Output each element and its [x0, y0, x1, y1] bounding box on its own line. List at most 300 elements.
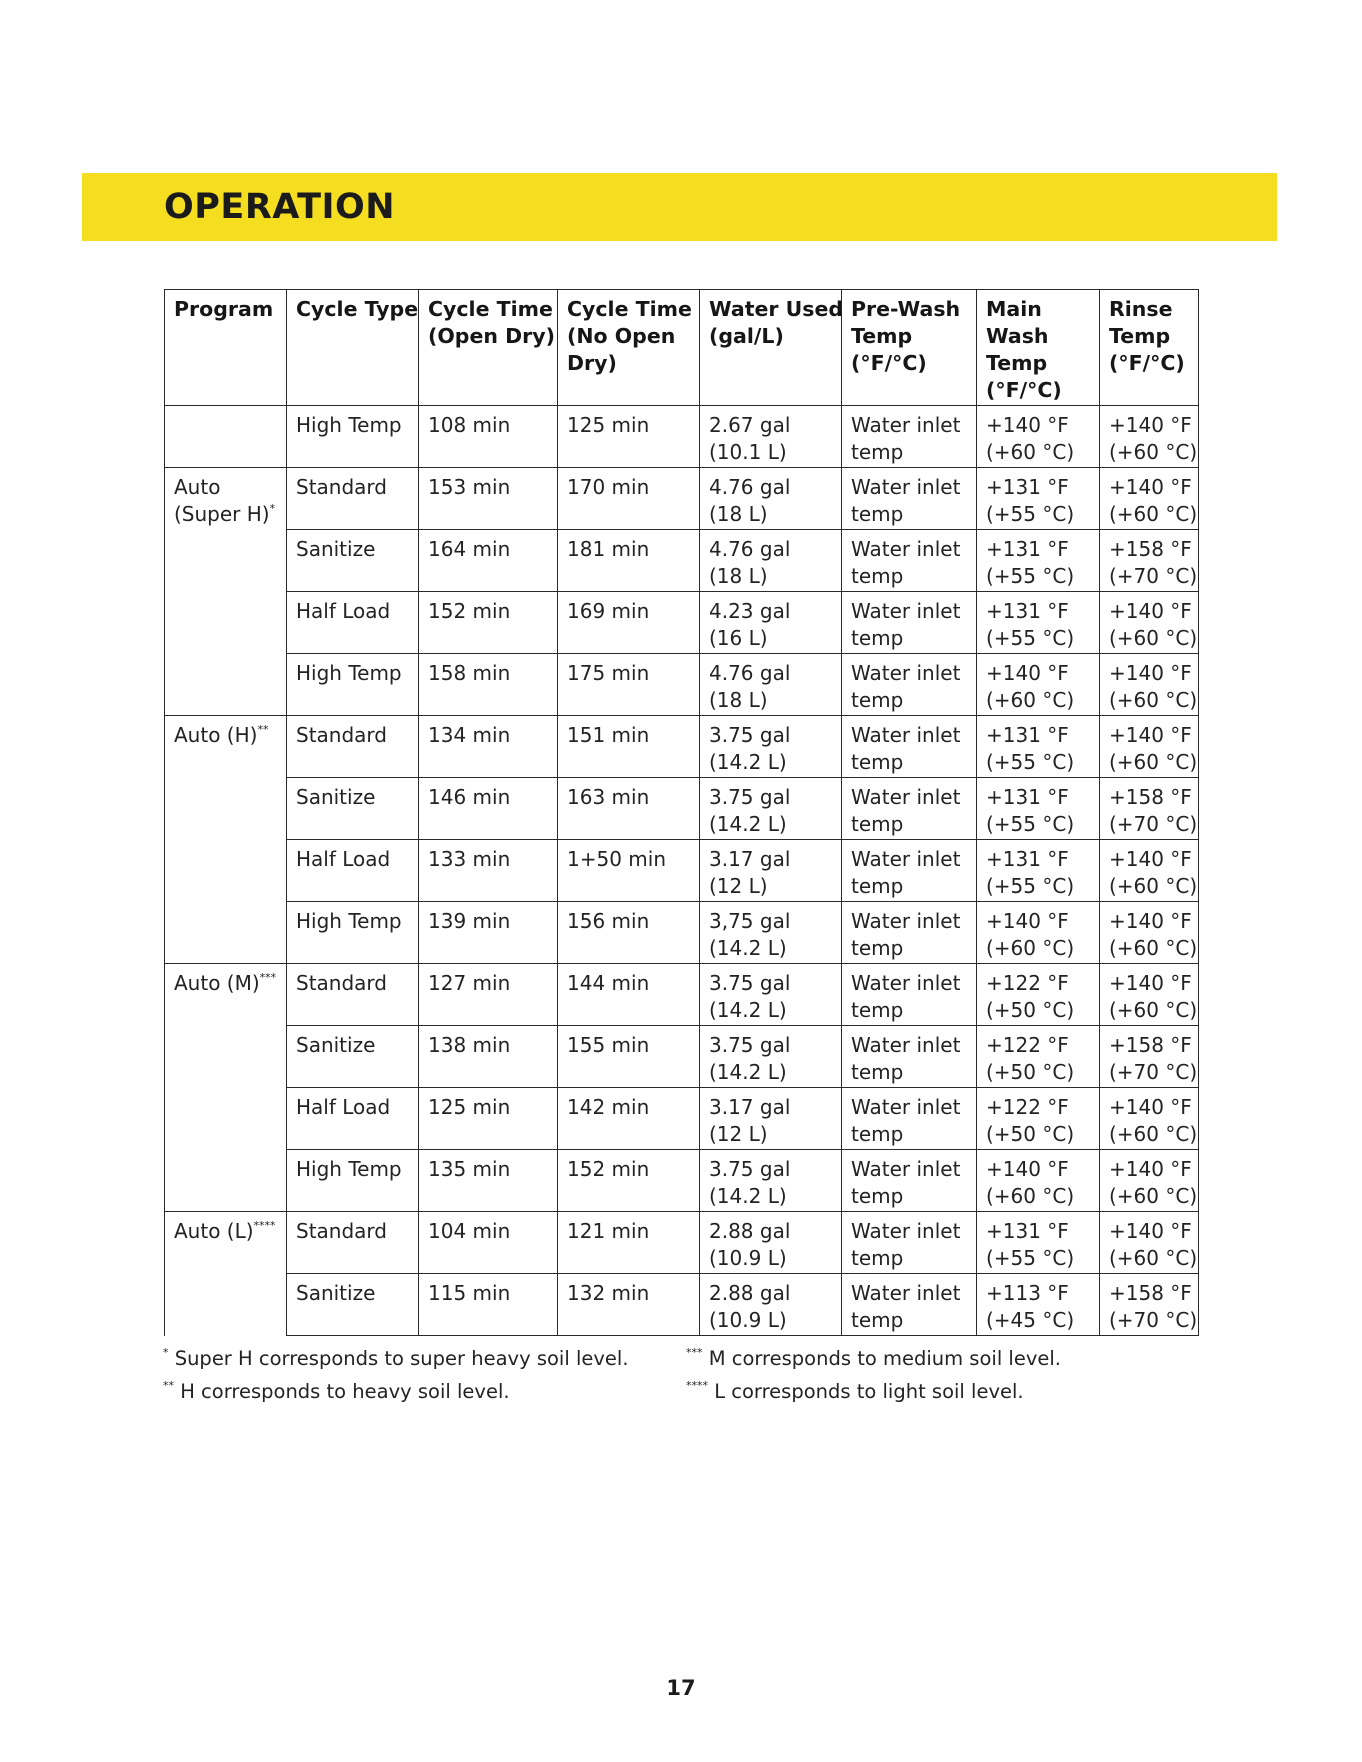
main-wash-temp-cell	[977, 1274, 1100, 1336]
cell-text: 169 min	[567, 599, 650, 623]
table-row	[165, 778, 1199, 840]
cell-text: +140 °F	[1109, 475, 1192, 499]
cycle-time-open-dry-cell	[419, 1088, 558, 1150]
cycle-time-no-open-dry-cell	[558, 840, 700, 902]
column-header-line: (Open Dry)	[428, 324, 555, 348]
column-header-line: (°F/°C)	[986, 378, 1062, 402]
cell-text: (14.2 L)	[709, 750, 787, 774]
footnote-mark: *	[163, 1346, 169, 1359]
cycle-time-open-dry-cell	[419, 1150, 558, 1212]
cell-text: (+55 °C)	[986, 626, 1075, 650]
water-used-cell	[700, 592, 842, 654]
cell-text: 125 min	[567, 413, 650, 437]
program-cell	[165, 406, 287, 468]
cell-text: (+60 °C)	[986, 936, 1075, 960]
cell-text: (+70 °C)	[1109, 812, 1198, 836]
column-header-line: Water Used	[709, 297, 844, 321]
rinse-temp-cell	[1100, 1088, 1199, 1150]
cell-text: +131 °F	[986, 475, 1069, 499]
cell-text: 4.76 gal	[709, 475, 791, 499]
cell-text: 4.23 gal	[709, 599, 791, 623]
cell-text: Water inlet	[851, 723, 961, 747]
cell-text: temp	[851, 1060, 904, 1084]
cell-text: temp	[851, 998, 904, 1022]
cycle-type-cell	[287, 1026, 419, 1088]
program-cell	[165, 1212, 287, 1336]
cell-text: (+70 °C)	[1109, 564, 1198, 588]
pre-wash-temp-cell	[842, 530, 977, 592]
main-wash-temp-cell	[977, 406, 1100, 468]
water-used-cell	[700, 716, 842, 778]
cycle-time-open-dry-cell	[419, 964, 558, 1026]
column-header-line: Temp	[986, 351, 1048, 375]
pre-wash-temp-cell	[842, 654, 977, 716]
main-wash-temp-cell	[977, 654, 1100, 716]
column-header-cycle-time-open-dry	[419, 290, 558, 406]
cell-text: 144 min	[567, 971, 650, 995]
cycle-time-no-open-dry-cell	[558, 964, 700, 1026]
cycle-time-no-open-dry-cell	[558, 902, 700, 964]
cell-text: (+50 °C)	[986, 1122, 1075, 1146]
cell-text: 153 min	[428, 475, 511, 499]
water-used-cell	[700, 778, 842, 840]
footnote	[686, 1342, 1061, 1375]
main-wash-temp-cell	[977, 964, 1100, 1026]
cycle-time-open-dry-cell	[419, 654, 558, 716]
column-header-line: (°F/°C)	[851, 351, 927, 375]
cell-text: +131 °F	[986, 599, 1069, 623]
rinse-temp-cell	[1100, 778, 1199, 840]
column-header-line: Program	[174, 297, 274, 321]
water-used-cell	[700, 840, 842, 902]
footnote-text: L corresponds to light soil level.	[708, 1380, 1024, 1403]
cell-text: temp	[851, 1308, 904, 1332]
water-used-cell	[700, 1088, 842, 1150]
rinse-temp-cell	[1100, 406, 1199, 468]
water-used-cell	[700, 1274, 842, 1336]
cell-text: temp	[851, 564, 904, 588]
rinse-temp-cell	[1100, 1150, 1199, 1212]
footnote-mark: ***	[686, 1346, 703, 1359]
cell-text: (+60 °C)	[1109, 502, 1198, 526]
cell-text: temp	[851, 688, 904, 712]
cell-text: +131 °F	[986, 785, 1069, 809]
column-header-line: Wash	[986, 324, 1049, 348]
column-header-line: (°F/°C)	[1109, 351, 1185, 375]
main-wash-temp-cell	[977, 902, 1100, 964]
cycle-type-cell	[287, 592, 419, 654]
footnote-mark: ****	[253, 1219, 276, 1232]
cell-text: (+60 °C)	[1109, 688, 1198, 712]
pre-wash-temp-cell	[842, 1088, 977, 1150]
water-used-cell	[700, 654, 842, 716]
pre-wash-temp-cell	[842, 468, 977, 530]
cycle-time-no-open-dry-cell	[558, 1150, 700, 1212]
cell-text: High Temp	[296, 1157, 402, 1181]
column-header-line: Dry)	[567, 351, 617, 375]
cycle-time-no-open-dry-cell	[558, 1212, 700, 1274]
main-wash-temp-cell	[977, 840, 1100, 902]
cell-text: 158 min	[428, 661, 511, 685]
cell-text: 127 min	[428, 971, 511, 995]
cell-text: 2.88 gal	[709, 1281, 791, 1305]
cycle-time-open-dry-cell	[419, 840, 558, 902]
cell-text: (18 L)	[709, 564, 768, 588]
footnote-text: H corresponds to heavy soil level.	[174, 1380, 510, 1403]
program-name: Auto (L)****	[174, 1219, 276, 1243]
pre-wash-temp-cell	[842, 592, 977, 654]
table-row	[165, 1274, 1199, 1336]
cell-text: (14.2 L)	[709, 812, 787, 836]
table-row	[165, 716, 1199, 778]
cycle-time-open-dry-cell	[419, 1026, 558, 1088]
cell-text: +158 °F	[1109, 1281, 1192, 1305]
cell-text: (10.9 L)	[709, 1246, 787, 1270]
cell-text: (+50 °C)	[986, 998, 1075, 1022]
cycle-type-cell	[287, 1150, 419, 1212]
cell-text: (16 L)	[709, 626, 768, 650]
cell-text: (+60 °C)	[1109, 936, 1198, 960]
column-header-main-wash-temp	[977, 290, 1100, 406]
cycle-time-open-dry-cell	[419, 1212, 558, 1274]
footnote-mark: ***	[259, 971, 277, 984]
footnote-mark: ****	[686, 1379, 708, 1392]
cell-text: temp	[851, 1122, 904, 1146]
cell-text: Water inlet	[851, 971, 961, 995]
cycle-time-no-open-dry-cell	[558, 1274, 700, 1336]
cell-text: (+60 °C)	[1109, 1122, 1198, 1146]
cell-text: +131 °F	[986, 847, 1069, 871]
main-wash-temp-cell	[977, 1026, 1100, 1088]
cell-text: (+60 °C)	[1109, 440, 1198, 464]
cell-text: Standard	[296, 475, 387, 499]
cell-text: +131 °F	[986, 723, 1069, 747]
cycle-type-cell	[287, 840, 419, 902]
cell-text: 133 min	[428, 847, 511, 871]
water-used-cell	[700, 468, 842, 530]
cell-text: High Temp	[296, 909, 402, 933]
cycle-time-open-dry-cell	[419, 902, 558, 964]
cell-text: +140 °F	[1109, 413, 1192, 437]
column-header-line: (No Open	[567, 324, 676, 348]
cell-text: 163 min	[567, 785, 650, 809]
cell-text: 151 min	[567, 723, 650, 747]
cell-text: (+45 °C)	[986, 1308, 1075, 1332]
cell-text: (+55 °C)	[986, 874, 1075, 898]
cell-text: 3.75 gal	[709, 723, 791, 747]
cell-text: (+60 °C)	[1109, 626, 1198, 650]
cycle-time-open-dry-cell	[419, 716, 558, 778]
cell-text: 125 min	[428, 1095, 511, 1119]
cell-text: (+60 °C)	[986, 688, 1075, 712]
cell-text: +140 °F	[1109, 1157, 1192, 1181]
cell-text: Water inlet	[851, 537, 961, 561]
footnote-text: Super H corresponds to super heavy soil level.	[168, 1347, 629, 1370]
rinse-temp-cell	[1100, 716, 1199, 778]
table-row	[165, 902, 1199, 964]
cell-text: +140 °F	[1109, 847, 1192, 871]
cell-text: +140 °F	[1109, 661, 1192, 685]
cell-text: 2.67 gal	[709, 413, 791, 437]
cell-text: Sanitize	[296, 785, 376, 809]
cell-text: 4.76 gal	[709, 661, 791, 685]
cell-text: +158 °F	[1109, 785, 1192, 809]
rinse-temp-cell	[1100, 964, 1199, 1026]
column-header-line: Cycle Time	[428, 297, 553, 321]
rinse-temp-cell	[1100, 1212, 1199, 1274]
column-header-line: Temp	[1109, 324, 1171, 348]
pre-wash-temp-cell	[842, 840, 977, 902]
footnote-mark: **	[163, 1379, 174, 1392]
water-used-cell	[700, 406, 842, 468]
column-header-line: Temp	[851, 324, 913, 348]
cell-text: temp	[851, 750, 904, 774]
cell-text: Sanitize	[296, 1033, 376, 1057]
cell-text: (+60 °C)	[1109, 874, 1198, 898]
cell-text: (10.9 L)	[709, 1308, 787, 1332]
cell-text: 152 min	[428, 599, 511, 623]
section-title: OPERATION	[164, 187, 396, 227]
column-header-cycle-type	[287, 290, 419, 406]
cell-text: Half Load	[296, 1095, 391, 1119]
cell-text: Half Load	[296, 847, 391, 871]
cell-text: 175 min	[567, 661, 650, 685]
cell-text: High Temp	[296, 413, 402, 437]
rinse-temp-cell	[1100, 1026, 1199, 1088]
cell-text: +122 °F	[986, 1095, 1069, 1119]
table-row	[165, 1088, 1199, 1150]
cell-text: 135 min	[428, 1157, 511, 1181]
footnotes-left	[163, 1342, 629, 1408]
main-wash-temp-cell	[977, 1212, 1100, 1274]
cycle-type-cell	[287, 902, 419, 964]
water-used-cell	[700, 902, 842, 964]
cell-text: temp	[851, 812, 904, 836]
cell-text: 3.75 gal	[709, 1157, 791, 1181]
cell-text: 181 min	[567, 537, 650, 561]
cell-text: Half Load	[296, 599, 391, 623]
cell-text: Water inlet	[851, 475, 961, 499]
cycle-time-no-open-dry-cell	[558, 654, 700, 716]
cell-text: Standard	[296, 723, 387, 747]
cell-text: 142 min	[567, 1095, 650, 1119]
section-banner	[82, 173, 1277, 241]
table-row	[165, 964, 1199, 1026]
cell-text: Standard	[296, 1219, 387, 1243]
program-name: (Super H)*	[174, 502, 276, 526]
cell-text: +140 °F	[986, 1157, 1069, 1181]
cell-text: (+60 °C)	[1109, 750, 1198, 774]
cell-text: +158 °F	[1109, 537, 1192, 561]
cell-text: temp	[851, 874, 904, 898]
cell-text: +140 °F	[986, 661, 1069, 685]
column-header-line: (gal/L)	[709, 324, 784, 348]
cell-text: (18 L)	[709, 688, 768, 712]
cell-text: 3.75 gal	[709, 785, 791, 809]
program-name: Auto (M)***	[174, 971, 277, 995]
table-row	[165, 530, 1199, 592]
cycle-time-open-dry-cell	[419, 530, 558, 592]
cell-text: (12 L)	[709, 874, 768, 898]
table-row	[165, 592, 1199, 654]
cycle-time-no-open-dry-cell	[558, 778, 700, 840]
column-header-line: Main	[986, 297, 1042, 321]
cell-text: 121 min	[567, 1219, 650, 1243]
cycle-time-no-open-dry-cell	[558, 1088, 700, 1150]
pre-wash-temp-cell	[842, 1274, 977, 1336]
table-row	[165, 840, 1199, 902]
cycle-type-cell	[287, 530, 419, 592]
cell-text: (+70 °C)	[1109, 1060, 1198, 1084]
program-name: Auto (H)**	[174, 723, 269, 747]
cell-text: temp	[851, 1184, 904, 1208]
cycle-type-cell	[287, 716, 419, 778]
cycle-type-cell	[287, 406, 419, 468]
rinse-temp-cell	[1100, 902, 1199, 964]
cell-text: 155 min	[567, 1033, 650, 1057]
cell-text: temp	[851, 626, 904, 650]
cycle-type-cell	[287, 1274, 419, 1336]
column-header-line: Pre-Wash	[851, 297, 961, 321]
footnote-mark: **	[257, 723, 269, 736]
table-row	[165, 1150, 1199, 1212]
pre-wash-temp-cell	[842, 716, 977, 778]
pre-wash-temp-cell	[842, 1026, 977, 1088]
cell-text: (+60 °C)	[1109, 1184, 1198, 1208]
cell-text: (+70 °C)	[1109, 1308, 1198, 1332]
cell-text: +140 °F	[1109, 723, 1192, 747]
cell-text: Water inlet	[851, 785, 961, 809]
cell-text: (12 L)	[709, 1122, 768, 1146]
cell-text: Water inlet	[851, 413, 961, 437]
program-cell	[165, 468, 287, 716]
cell-text: 132 min	[567, 1281, 650, 1305]
cell-text: +140 °F	[1109, 1219, 1192, 1243]
cell-text: 164 min	[428, 537, 511, 561]
cell-text: +140 °F	[986, 413, 1069, 437]
cell-text: (18 L)	[709, 502, 768, 526]
rinse-temp-cell	[1100, 468, 1199, 530]
page-number: 17	[666, 1676, 696, 1700]
column-header-cycle-time-no-open-dry	[558, 290, 700, 406]
cell-text: 138 min	[428, 1033, 511, 1057]
cell-text: +122 °F	[986, 1033, 1069, 1057]
rinse-temp-cell	[1100, 654, 1199, 716]
table-row	[165, 468, 1199, 530]
cycle-time-open-dry-cell	[419, 778, 558, 840]
cycle-type-cell	[287, 778, 419, 840]
cell-text: 139 min	[428, 909, 511, 933]
water-used-cell	[700, 1212, 842, 1274]
cycle-type-cell	[287, 468, 419, 530]
column-header-pre-wash-temp	[842, 290, 977, 406]
cell-text: +140 °F	[1109, 909, 1192, 933]
footnote-text: M corresponds to medium soil level.	[702, 1347, 1062, 1370]
cycle-time-open-dry-cell	[419, 406, 558, 468]
pre-wash-temp-cell	[842, 964, 977, 1026]
cell-text: Water inlet	[851, 1281, 961, 1305]
pre-wash-temp-cell	[842, 902, 977, 964]
table-row	[165, 1026, 1199, 1088]
cell-text: Sanitize	[296, 537, 376, 561]
cell-text: (+60 °C)	[986, 440, 1075, 464]
cell-text: (14.2 L)	[709, 998, 787, 1022]
cell-text: temp	[851, 440, 904, 464]
cell-text: 1+50 min	[567, 847, 667, 871]
footnote	[163, 1375, 629, 1408]
cell-text: 108 min	[428, 413, 511, 437]
cycle-time-no-open-dry-cell	[558, 592, 700, 654]
cell-text: (10.1 L)	[709, 440, 787, 464]
cell-text: (+60 °C)	[1109, 1246, 1198, 1270]
table-row	[165, 654, 1199, 716]
cell-text: 4.76 gal	[709, 537, 791, 561]
main-wash-temp-cell	[977, 1150, 1100, 1212]
cycle-type-cell	[287, 1088, 419, 1150]
cell-text: 104 min	[428, 1219, 511, 1243]
main-wash-temp-cell	[977, 1088, 1100, 1150]
cell-text: +140 °F	[1109, 1095, 1192, 1119]
footnotes-right	[686, 1342, 1061, 1408]
cell-text: 3.17 gal	[709, 1095, 791, 1119]
rinse-temp-cell	[1100, 530, 1199, 592]
main-wash-temp-cell	[977, 530, 1100, 592]
cell-text: Water inlet	[851, 1157, 961, 1181]
cycle-type-cell	[287, 1212, 419, 1274]
cycle-time-no-open-dry-cell	[558, 406, 700, 468]
cell-text: 3.75 gal	[709, 1033, 791, 1057]
cell-text: Standard	[296, 971, 387, 995]
column-header-program	[165, 290, 287, 406]
table-header-row	[165, 290, 1199, 406]
main-wash-temp-cell	[977, 592, 1100, 654]
column-header-rinse-temp	[1100, 290, 1199, 406]
water-used-cell	[700, 1026, 842, 1088]
cell-text: (+60 °C)	[1109, 998, 1198, 1022]
column-header-line: Cycle Time	[567, 297, 692, 321]
cell-text: +131 °F	[986, 537, 1069, 561]
cell-text: 2.88 gal	[709, 1219, 791, 1243]
footnote	[686, 1375, 1061, 1408]
main-wash-temp-cell	[977, 468, 1100, 530]
rinse-temp-cell	[1100, 840, 1199, 902]
cell-text: (+55 °C)	[986, 502, 1075, 526]
cell-text: (+55 °C)	[986, 750, 1075, 774]
cell-text: (+55 °C)	[986, 812, 1075, 836]
cell-text: +140 °F	[1109, 599, 1192, 623]
cell-text: Water inlet	[851, 1219, 961, 1243]
cell-text: 134 min	[428, 723, 511, 747]
table-row	[165, 406, 1199, 468]
cell-text: 152 min	[567, 1157, 650, 1181]
cell-text: +158 °F	[1109, 1033, 1192, 1057]
cell-text: (+55 °C)	[986, 1246, 1075, 1270]
footnote-mark: *	[269, 502, 276, 515]
cell-text: temp	[851, 1246, 904, 1270]
cell-text: Water inlet	[851, 847, 961, 871]
cycle-time-no-open-dry-cell	[558, 1026, 700, 1088]
cell-text: 3.75 gal	[709, 971, 791, 995]
cycle-time-open-dry-cell	[419, 1274, 558, 1336]
cycle-type-cell	[287, 964, 419, 1026]
pre-wash-temp-cell	[842, 1150, 977, 1212]
cell-text: 3.17 gal	[709, 847, 791, 871]
water-used-cell	[700, 964, 842, 1026]
footnote	[163, 1342, 629, 1375]
cell-text: temp	[851, 936, 904, 960]
cell-text: 3,75 gal	[709, 909, 791, 933]
cell-text: 146 min	[428, 785, 511, 809]
